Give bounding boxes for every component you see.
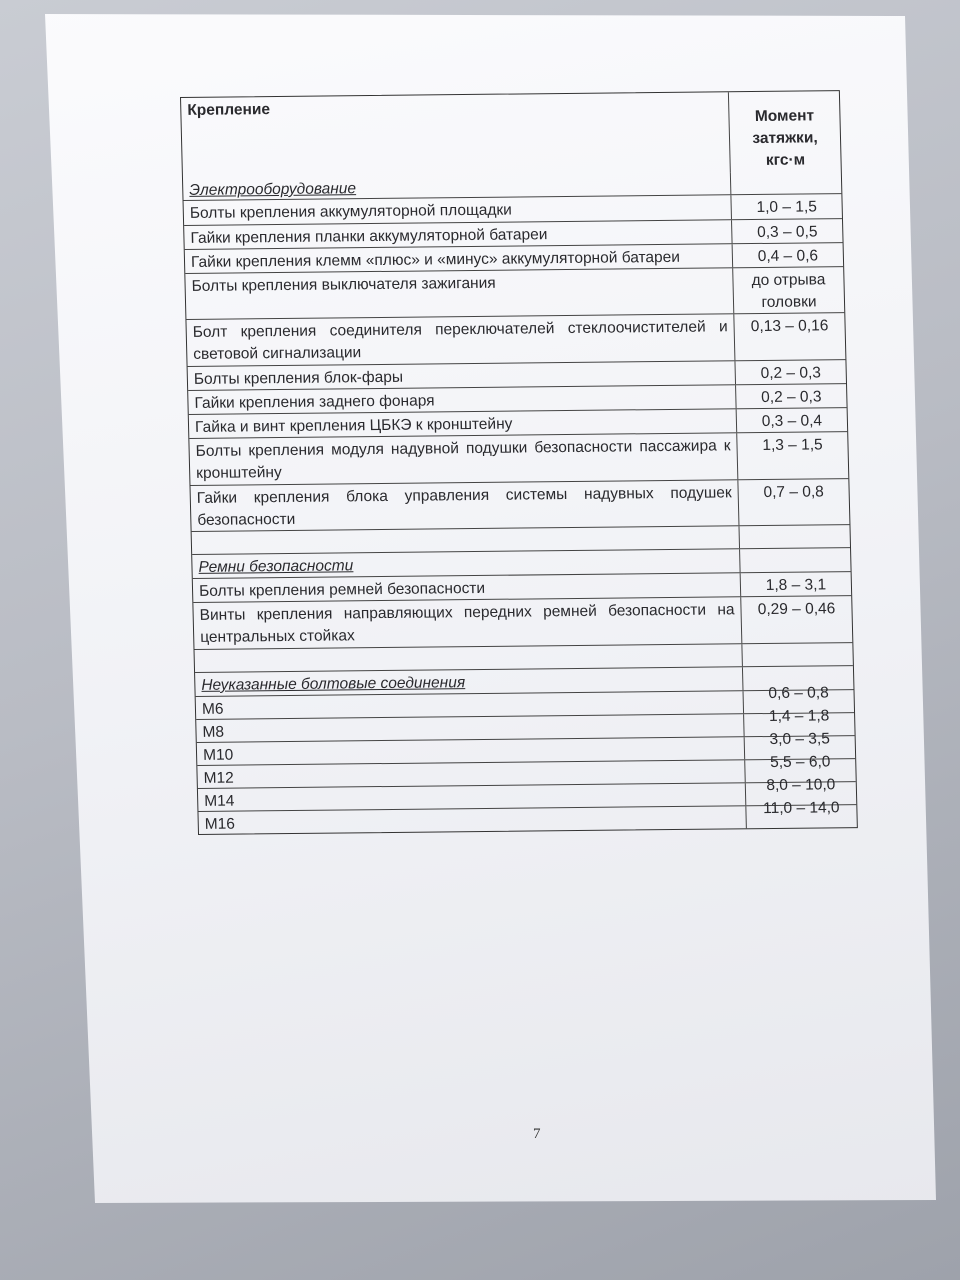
- torque-value: 0,3 – 0,4: [761, 412, 823, 430]
- header-torque-line: кгс·м: [765, 151, 806, 169]
- torque-value: 0,3 – 0,5: [756, 223, 818, 241]
- fastening-name: Болты крепления выключателя зажигания: [185, 268, 734, 319]
- page-number: 7: [533, 1126, 541, 1142]
- fastening-name: Болты крепления блок-фары: [188, 361, 736, 390]
- fastening-name: М12: [197, 760, 745, 788]
- torque-value: 0,2 – 0,3: [760, 388, 822, 406]
- fastening-name: Гайки крепления планки аккумуляторной батареи: [184, 220, 732, 249]
- torque-value: 0,29 – 0,46: [757, 600, 836, 619]
- torque-value: 8,0 – 10,0: [766, 776, 836, 795]
- table-row: [190, 478, 849, 531]
- header-fastening: Крепление: [181, 92, 731, 178]
- fastening-name: М10: [197, 737, 745, 765]
- empty-cell: [742, 643, 853, 666]
- empty-cell: [731, 171, 842, 194]
- torque-value: 5,5 – 6,0: [769, 753, 831, 771]
- header-torque-line: Момент: [754, 107, 815, 125]
- section-title: Ремни безопасности: [198, 557, 354, 576]
- fastening-name: Болт крепления соединителя переключателей стеклоочистителей и световой сигнализации: [186, 314, 735, 366]
- torque-value: 3,0 – 3,5: [769, 730, 831, 748]
- torque-value: 1,8 – 3,1: [765, 576, 827, 594]
- fastening-name: Гайки крепления клемм «плюс» и «минус» аккумуляторной батареи: [185, 244, 733, 273]
- fastening-name: М6: [196, 691, 744, 719]
- torque-value: 0,6 – 0,8: [768, 684, 829, 702]
- torque-value: 0,7 – 0,8: [763, 483, 825, 501]
- torque-value: 11,0 – 14,0: [762, 799, 840, 818]
- header-torque: [729, 91, 841, 172]
- empty-cell: [739, 525, 850, 548]
- section-title: Электрооборудование: [189, 180, 357, 199]
- torque-value: 0,13 – 0,16: [750, 317, 829, 336]
- fastening-name: М14: [198, 783, 746, 811]
- fastening-name: М16: [198, 806, 746, 834]
- fastening-name: Гайки крепления блока управления системы надувных подушек безопасности: [191, 480, 740, 531]
- table-row: [189, 431, 848, 485]
- torque-table: [180, 90, 858, 835]
- table-header: [181, 91, 841, 178]
- torque-value: 0,4 – 0,6: [757, 247, 819, 265]
- table-row: [185, 266, 844, 319]
- empty-cell: [740, 548, 851, 572]
- torque-value: 1,0 – 1,5: [756, 198, 818, 216]
- fastening-name: Болты крепления аккумуляторной площадки: [184, 195, 732, 225]
- table-row: [186, 312, 845, 366]
- fastening-name: Гайки крепления заднего фонаря: [188, 385, 736, 414]
- torque-value: 0,2 – 0,3: [760, 364, 822, 382]
- fastening-name: Гайка и винт крепления ЦБКЭ к кронштейну: [189, 409, 737, 438]
- section-title: Неуказанные болтовые соединения: [201, 674, 466, 694]
- table-body: [183, 171, 857, 834]
- torque-value: до отрыва головки: [751, 271, 826, 311]
- table-row: [193, 595, 852, 649]
- header-torque-line: затяжки,: [752, 129, 818, 148]
- torque-value: 1,4 – 1,8: [768, 707, 830, 725]
- torque-value: 1,3 – 1,5: [762, 436, 823, 454]
- fastening-name: Винты крепления направляющих передних ремней безопасности на центральных стойках: [193, 597, 742, 649]
- fastening-name: М8: [196, 714, 744, 742]
- fastening-name: Болты крепления модуля надувной подушки безопасности пассажира к кронштейну: [189, 433, 738, 485]
- fastening-name: Болты крепления ремней безопасности: [193, 573, 741, 602]
